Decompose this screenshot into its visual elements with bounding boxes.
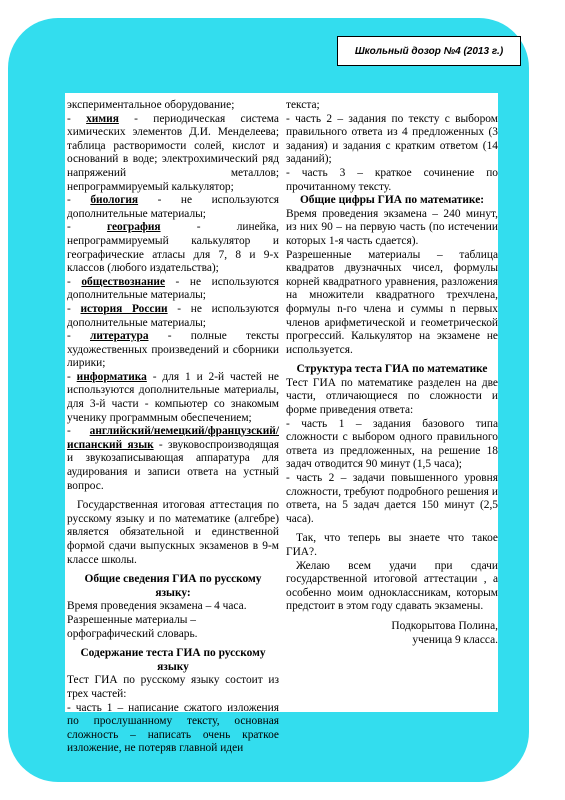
- paragraph: Тест ГИА по русскому языку состоит из трех частей:: [67, 674, 279, 700]
- paragraph: - часть 3 – краткое сочинение по прочитанному тексту.: [286, 166, 498, 193]
- header-title: Школьный дозор №4 (2013 г.): [354, 45, 504, 57]
- author-class: ученица 9 класса.: [412, 633, 498, 646]
- item-history: - история России - не используются дополнительные материалы;: [67, 302, 279, 329]
- item-biology: - биология - не используются дополнительные материалы;: [67, 194, 279, 220]
- right-column: [286, 99, 498, 647]
- paragraph: Желаю всем удачи при сдачи государственной итоговой аттестации , а особенно моим одноклассникам, которым предстоит в этом году сдавать экзамены.: [286, 559, 498, 613]
- section-heading: Структура теста ГИА по математике: [296, 363, 488, 376]
- paragraph: экспериментальное оборудование;: [67, 99, 235, 111]
- item-languages: - английский/немецкий/французский/ испанский язык - звуковоспроизводящая и звукозаписывающая аппаратура для аудирования и записи ответа на устный вопрос.: [67, 425, 279, 492]
- page-content: [65, 93, 498, 755]
- left-column: [67, 99, 279, 756]
- paragraph: - часть 2 – задачи повышенного уровня сложности, требуют подробного решения и ответа, на 5 задач дается 150 минут (2,5 часа).: [286, 472, 498, 525]
- section-heading: Общие сведения ГИА по русскому языку:: [84, 573, 262, 599]
- item-chemistry: - химия - периодическая система химических элементов Д.И. Менделеева; таблица растворимости солей, кислот и оснований в воде; электрохимический ряд напряжений металлов; непрограммируемый калькулятор;: [67, 112, 279, 193]
- item-geography: - география - линейка, непрограммируемый калькулятор и географические атласы для 7, 8 и 9-х классов (любого издательства);: [67, 221, 279, 275]
- paragraph: текста;: [286, 99, 320, 111]
- paragraph: - часть 2 – задания по тексту с выбором правильного ответа из 4 предложенных (3 задания) и задания с кратким ответом (14 заданий);: [286, 112, 498, 166]
- item-literature: - литература - полные тексты художественных произведений и сборники лирики;: [67, 330, 279, 370]
- section-heading: Содержание теста ГИА по русскому языку: [80, 647, 266, 673]
- paragraph: - часть 1 – написание сжатого изложения по прослушанному тексту, основная сложность – написать очень краткое изложение, не потеряв главной идеи: [67, 701, 279, 755]
- newsletter-header: [337, 36, 521, 66]
- paragraph: - часть 1 – задания базового типа сложности с выбором одного правильного ответа из предложенных, на решение 18 задач отводится 90 минут (1,5 часа);: [286, 417, 498, 471]
- item-social-studies: - обществознание - не используются дополнительные материалы;: [67, 275, 279, 302]
- author-name: Подкорытова Полина,: [391, 619, 498, 632]
- item-informatics: - информатика - для 1 и 2-й частей не используются дополнительные материалы, для 3-й части - компьютер со знакомым ученику программным обеспечением;: [67, 370, 279, 424]
- paragraph: Время проведения экзамена – 240 минут, из них 90 – на первую часть (по истечении которых 1-я часть сдается).: [286, 207, 498, 247]
- paragraph: Государственная итоговая аттестация по русскому языку и по математике (алгебре) является обязательной и единственной формой сдачи выпускных экзаменов в 9-м классе школы.: [67, 499, 279, 566]
- paragraph: Время проведения экзамена – 4 часа.: [67, 600, 247, 613]
- paragraph: Тест ГИА по математике разделен на две части, отличающиеся по сложности и форме приведения ответа:: [286, 376, 498, 417]
- section-heading: Общие цифры ГИА по математике:: [299, 194, 485, 207]
- paragraph: Разрешенные материалы – таблица квадратов двузначных чисел, формулы корней квадратного уравнения, разложения на множители квадратного трехчлена, формулы n-го члена и суммы n первых членов арифметической и геометрической прогрессий. Калькулятор на экзамене не используется.: [286, 248, 498, 356]
- paragraph: Так, что теперь вы знаете что такое ГИА?.: [286, 532, 498, 558]
- paragraph: Разрешенные материалы – орфографический словарь.: [67, 613, 198, 640]
